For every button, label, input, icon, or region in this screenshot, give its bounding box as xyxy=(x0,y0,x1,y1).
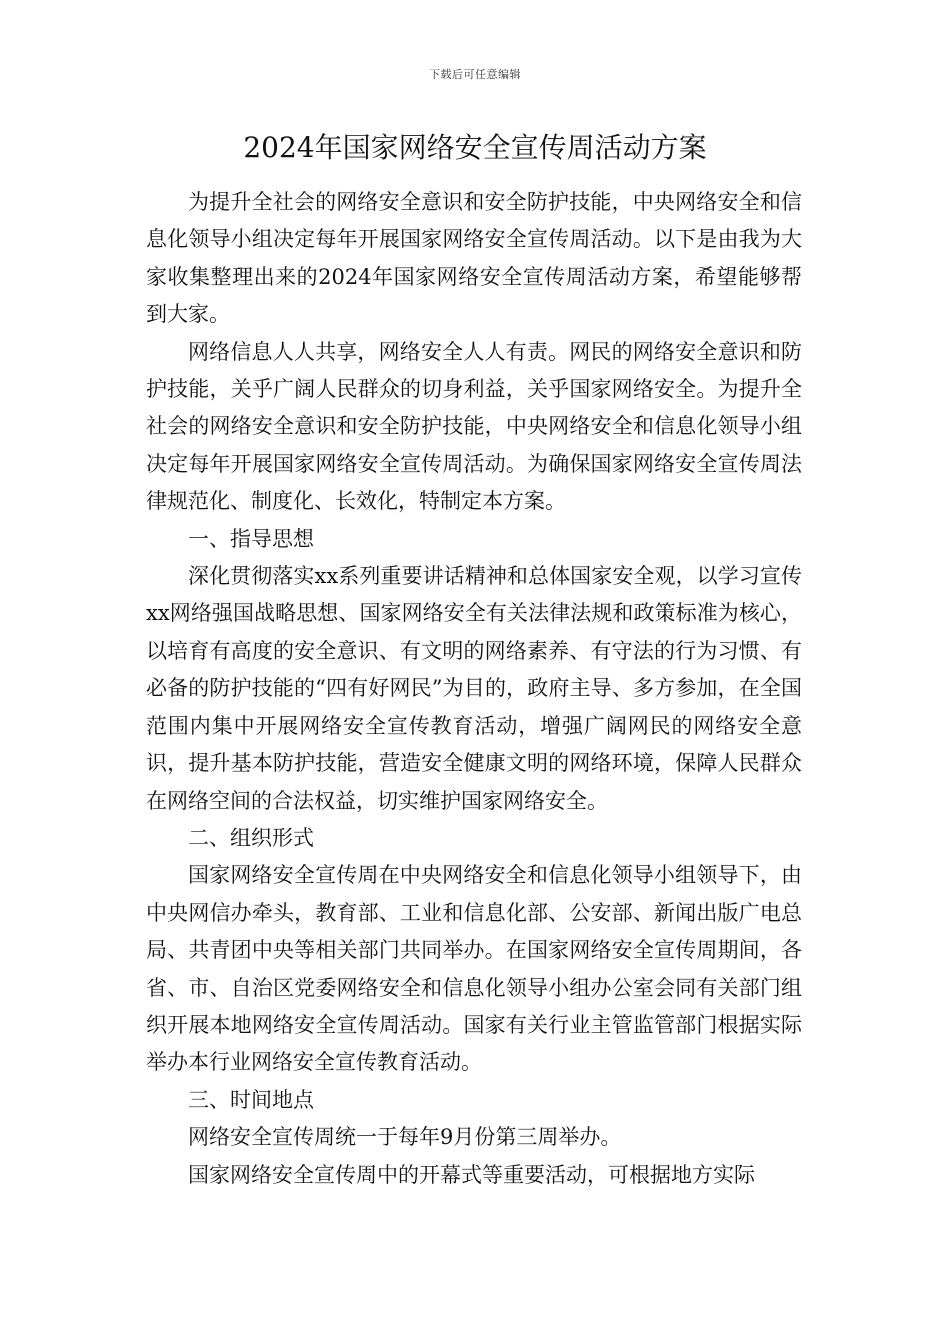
organization-paragraph: 国家网络安全宣传周在中央网络安全和信息化领导小组领导下，由中央网信办牵头，教育部、工业和信息化部、公安部、新闻出版广电总局、共青团中央等相关部门共同举办。在国家网络安全宣传周期间，各省、市、自治区党委网络安全和信息化领导小组办公室会同有关部门组织开展本地网络安全宣传周活动。国家有关行业主管监管部门根据实际举办本行业网络安全宣传教育活动。 xyxy=(146,863,802,1075)
section-heading-guiding-ideology: 一、指导思想 xyxy=(188,526,314,551)
time-paragraph: 网络安全宣传周统一于每年9月份第三周举办。 xyxy=(188,1125,622,1150)
intro-paragraph: 为提升全社会的网络安全意识和安全防护技能，中央网络安全和信息化领导小组决定每年开展国家网络安全宣传周活动。以下是由我为大家收集整理出来的2024年国家网络安全宣传周活动方案，希望能够帮到大家。 xyxy=(146,190,802,327)
section-heading-time-place: 三、时间地点 xyxy=(188,1087,314,1112)
background-paragraph: 网络信息人人共享，网络安全人人有责。网民的网络安全意识和防护技能，关乎广阔人民群众的切身利益，关乎国家网络安全。为提升全社会的网络安全意识和安全防护技能，中央网络安全和信息化领导小组决定每年开展国家网络安全宣传周活动。为确保国家网络安全宣传周法律规范化、制度化、长效化，特制定本方案。 xyxy=(146,339,802,514)
guiding-ideology-paragraph: 深化贯彻落实xx系列重要讲话精神和总体国家安全观，以学习宣传xx网络强国战略思想、国家网络安全有关法律法规和政策标准为核心，以培育有高度的安全意识、有文明的网络素养、有守法的行为习惯、有必备的防护技能的“四有好网民”为目的，政府主导、多方参加，在全国范围内集中开展网络安全宣传教育活动，增强广阔网民的网络安全意识，提升基本防护技能，营造安全健康文明的网络环境，保障人民群众在网络空间的合法权益，切实维护国家网络安全。 xyxy=(146,564,802,813)
document-body xyxy=(146,184,802,1194)
place-paragraph: 国家网络安全宣传周中的开幕式等重要活动，可根据地方实际 xyxy=(188,1162,755,1187)
header-note: 下载后可任意编辑 xyxy=(429,68,521,81)
section-heading-organization: 二、组织形式 xyxy=(188,825,314,850)
document-title: 2024年国家网络安全宣传周活动方案 xyxy=(243,131,707,164)
